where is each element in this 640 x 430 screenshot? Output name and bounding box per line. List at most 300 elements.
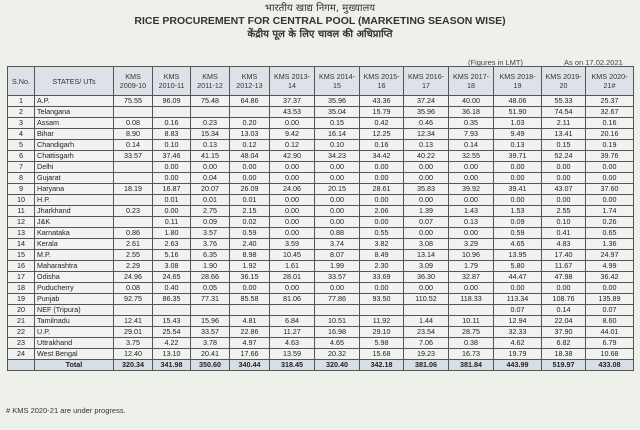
table-row bbox=[8, 162, 634, 173]
value-cell bbox=[114, 173, 153, 184]
value-cell: 51.90 bbox=[494, 107, 542, 118]
value-cell: 0.20 bbox=[230, 118, 270, 129]
value-cell: 0.00 bbox=[270, 162, 315, 173]
value-cell: 2.61 bbox=[114, 239, 153, 250]
value-cell: 0.00 bbox=[270, 173, 315, 184]
value-cell: 52.24 bbox=[542, 151, 586, 162]
value-cell: 0.00 bbox=[270, 228, 315, 239]
value-cell: 1.43 bbox=[449, 206, 494, 217]
value-cell: 0.00 bbox=[230, 283, 270, 294]
value-cell: 0.00 bbox=[360, 162, 404, 173]
value-cell: 15.96 bbox=[191, 316, 230, 327]
column-header: KMS 2015-16 bbox=[360, 67, 404, 96]
value-cell: 0.14 bbox=[449, 140, 494, 151]
table-row bbox=[8, 107, 634, 118]
value-cell: 0.01 bbox=[153, 195, 191, 206]
value-cell: 12.94 bbox=[494, 316, 542, 327]
value-cell: 0.14 bbox=[114, 140, 153, 151]
total-row bbox=[8, 360, 634, 371]
value-cell: 28.01 bbox=[270, 272, 315, 283]
table-row bbox=[8, 118, 634, 129]
value-cell: 39.76 bbox=[586, 151, 634, 162]
table-row bbox=[8, 96, 634, 107]
value-cell: 44.01 bbox=[586, 327, 634, 338]
value-cell: 7.93 bbox=[449, 129, 494, 140]
total-label: Total bbox=[35, 360, 114, 371]
state-name-cell: Chattisgarh bbox=[35, 151, 114, 162]
serial-number-cell: 2 bbox=[8, 107, 35, 118]
value-cell: 0.00 bbox=[315, 195, 360, 206]
value-cell: 0.26 bbox=[586, 217, 634, 228]
value-cell: 36.30 bbox=[404, 272, 449, 283]
value-cell: 10.96 bbox=[449, 250, 494, 261]
value-cell: 33.57 bbox=[191, 327, 230, 338]
value-cell: 0.13 bbox=[494, 140, 542, 151]
value-cell: 5.16 bbox=[153, 250, 191, 261]
value-cell: 0.00 bbox=[586, 173, 634, 184]
total-value-cell: 519.97 bbox=[542, 360, 586, 371]
value-cell: 11.92 bbox=[360, 316, 404, 327]
value-cell: 0.09 bbox=[191, 217, 230, 228]
state-name-cell: Puducherry bbox=[35, 283, 114, 294]
value-cell: 3.78 bbox=[191, 338, 230, 349]
state-name-cell: Delhi bbox=[35, 162, 114, 173]
value-cell: 4.65 bbox=[494, 239, 542, 250]
value-cell: 0.01 bbox=[230, 195, 270, 206]
value-cell: 0.00 bbox=[360, 195, 404, 206]
value-cell: 0.00 bbox=[494, 173, 542, 184]
value-cell: 110.52 bbox=[404, 294, 449, 305]
state-name-cell: West Bengal bbox=[35, 349, 114, 360]
value-cell: 34.42 bbox=[360, 151, 404, 162]
value-cell: 18.38 bbox=[542, 349, 586, 360]
state-name-cell: J&K bbox=[35, 217, 114, 228]
serial-number-cell: 10 bbox=[8, 195, 35, 206]
value-cell: 24.65 bbox=[153, 272, 191, 283]
value-cell: 13.41 bbox=[542, 129, 586, 140]
value-cell: 3.82 bbox=[360, 239, 404, 250]
value-cell: 0.00 bbox=[315, 283, 360, 294]
value-cell: 0.40 bbox=[153, 283, 191, 294]
value-cell: 0.00 bbox=[404, 283, 449, 294]
value-cell: 0.13 bbox=[449, 217, 494, 228]
value-cell: 33.57 bbox=[114, 151, 153, 162]
state-name-cell: M.P. bbox=[35, 250, 114, 261]
value-cell: 0.00 bbox=[360, 283, 404, 294]
table-row bbox=[8, 261, 634, 272]
table-row bbox=[8, 283, 634, 294]
value-cell: 1.92 bbox=[230, 261, 270, 272]
value-cell: 0.00 bbox=[230, 162, 270, 173]
value-cell: 28.66 bbox=[191, 272, 230, 283]
table-row bbox=[8, 294, 634, 305]
state-name-cell: Gujarat bbox=[35, 173, 114, 184]
value-cell: 48.04 bbox=[230, 151, 270, 162]
serial-number-cell: 21 bbox=[8, 316, 35, 327]
value-cell: 35.83 bbox=[404, 184, 449, 195]
value-cell: 8.98 bbox=[230, 250, 270, 261]
value-cell: 35.96 bbox=[315, 96, 360, 107]
value-cell: 0.00 bbox=[542, 283, 586, 294]
value-cell: 0.15 bbox=[315, 118, 360, 129]
value-cell: 55.33 bbox=[542, 96, 586, 107]
state-name-cell: Odisha bbox=[35, 272, 114, 283]
column-header: KMS 2011-12 bbox=[191, 67, 230, 96]
serial-number-cell: 22 bbox=[8, 327, 35, 338]
value-cell: 22.04 bbox=[542, 316, 586, 327]
value-cell: 85.58 bbox=[230, 294, 270, 305]
total-value-cell: 341.98 bbox=[153, 360, 191, 371]
value-cell: 4.63 bbox=[270, 338, 315, 349]
value-cell: 36.18 bbox=[449, 107, 494, 118]
value-cell: 93.50 bbox=[360, 294, 404, 305]
table-row bbox=[8, 173, 634, 184]
value-cell: 2.06 bbox=[360, 206, 404, 217]
total-blank-cell bbox=[8, 360, 35, 371]
value-cell bbox=[360, 305, 404, 316]
state-name-cell: Maharashtra bbox=[35, 261, 114, 272]
value-cell: 20.07 bbox=[191, 184, 230, 195]
serial-number-cell: 17 bbox=[8, 272, 35, 283]
value-cell: 0.00 bbox=[542, 162, 586, 173]
value-cell: 3.09 bbox=[404, 261, 449, 272]
value-cell bbox=[114, 195, 153, 206]
value-cell: 0.19 bbox=[586, 140, 634, 151]
state-name-cell: H.P. bbox=[35, 195, 114, 206]
value-cell: 23.54 bbox=[404, 327, 449, 338]
value-cell: 3.76 bbox=[191, 239, 230, 250]
value-cell: 74.54 bbox=[542, 107, 586, 118]
serial-number-cell: 7 bbox=[8, 162, 35, 173]
table-row bbox=[8, 338, 634, 349]
value-cell: 0.00 bbox=[360, 173, 404, 184]
value-cell: 24.96 bbox=[114, 272, 153, 283]
value-cell: 9.49 bbox=[494, 129, 542, 140]
value-cell: 0.00 bbox=[404, 228, 449, 239]
column-header: KMS 2009-10 bbox=[114, 67, 153, 96]
value-cell: 0.65 bbox=[586, 228, 634, 239]
value-cell: 6.82 bbox=[542, 338, 586, 349]
table-row bbox=[8, 305, 634, 316]
value-cell: 0.86 bbox=[114, 228, 153, 239]
value-cell: 0.00 bbox=[542, 173, 586, 184]
value-cell: 0.00 bbox=[270, 217, 315, 228]
hindi-subtitle: केंद्रीय पूल के लिए चावल की अधिप्राप्ति bbox=[247, 29, 393, 40]
column-header: KMS 2014-15 bbox=[315, 67, 360, 96]
value-cell: 20.15 bbox=[315, 184, 360, 195]
value-cell bbox=[114, 107, 153, 118]
value-cell: 16.14 bbox=[315, 129, 360, 140]
value-cell: 13.14 bbox=[404, 250, 449, 261]
column-header: KMS 2018-19 bbox=[494, 67, 542, 96]
value-cell: 1.36 bbox=[586, 239, 634, 250]
value-cell: 0.00 bbox=[542, 195, 586, 206]
value-cell: 34.23 bbox=[315, 151, 360, 162]
column-header: KMS 2019-20 bbox=[542, 67, 586, 96]
value-cell: 0.15 bbox=[542, 140, 586, 151]
serial-number-cell: 14 bbox=[8, 239, 35, 250]
value-cell bbox=[114, 162, 153, 173]
value-cell: 36.42 bbox=[586, 272, 634, 283]
value-cell: 2.63 bbox=[153, 239, 191, 250]
state-name-cell: Chandigarh bbox=[35, 140, 114, 151]
value-cell: 37.46 bbox=[153, 151, 191, 162]
column-header: KMS 2012-13 bbox=[230, 67, 270, 96]
value-cell: 32.67 bbox=[586, 107, 634, 118]
value-cell: 0.10 bbox=[315, 140, 360, 151]
value-cell: 11.27 bbox=[270, 327, 315, 338]
value-cell: 1.80 bbox=[153, 228, 191, 239]
value-cell: 28.61 bbox=[360, 184, 404, 195]
value-cell: 0.00 bbox=[230, 173, 270, 184]
value-cell: 108.76 bbox=[542, 294, 586, 305]
value-cell: 0.23 bbox=[191, 118, 230, 129]
units-note: (Figures in LMT) bbox=[468, 58, 524, 67]
value-cell: 0.00 bbox=[153, 162, 191, 173]
value-cell: 0.00 bbox=[270, 283, 315, 294]
column-header: S.No. bbox=[8, 67, 35, 96]
value-cell: 8.07 bbox=[315, 250, 360, 261]
value-cell: 0.00 bbox=[449, 195, 494, 206]
value-cell: 15.43 bbox=[153, 316, 191, 327]
value-cell: 8.60 bbox=[586, 316, 634, 327]
table-row bbox=[8, 250, 634, 261]
value-cell: 135.89 bbox=[586, 294, 634, 305]
value-cell: 0.00 bbox=[270, 206, 315, 217]
value-cell: 86.35 bbox=[153, 294, 191, 305]
serial-number-cell: 23 bbox=[8, 338, 35, 349]
value-cell: 0.00 bbox=[449, 228, 494, 239]
value-cell: 0.00 bbox=[315, 162, 360, 173]
value-cell: 41.15 bbox=[191, 151, 230, 162]
value-cell: 0.42 bbox=[360, 118, 404, 129]
value-cell: 20.41 bbox=[191, 349, 230, 360]
value-cell: 0.59 bbox=[494, 228, 542, 239]
table-row bbox=[8, 349, 634, 360]
value-cell bbox=[404, 305, 449, 316]
value-cell: 64.86 bbox=[230, 96, 270, 107]
total-value-cell: 320.40 bbox=[315, 360, 360, 371]
value-cell: 42.90 bbox=[270, 151, 315, 162]
value-cell bbox=[270, 305, 315, 316]
total-value-cell: 318.45 bbox=[270, 360, 315, 371]
value-cell: 0.00 bbox=[404, 162, 449, 173]
value-cell: 0.05 bbox=[191, 283, 230, 294]
value-cell: 22.86 bbox=[230, 327, 270, 338]
value-cell: 0.00 bbox=[494, 283, 542, 294]
serial-number-cell: 8 bbox=[8, 173, 35, 184]
state-name-cell: Kerala bbox=[35, 239, 114, 250]
value-cell: 19.79 bbox=[494, 349, 542, 360]
value-cell: 0.88 bbox=[315, 228, 360, 239]
table-row bbox=[8, 228, 634, 239]
total-value-cell: 342.18 bbox=[360, 360, 404, 371]
value-cell: 0.10 bbox=[542, 217, 586, 228]
value-cell: 0.00 bbox=[153, 206, 191, 217]
value-cell: 43.36 bbox=[360, 96, 404, 107]
value-cell: 118.33 bbox=[449, 294, 494, 305]
value-cell: 43.07 bbox=[542, 184, 586, 195]
value-cell: 2.55 bbox=[542, 206, 586, 217]
value-cell: 44.47 bbox=[494, 272, 542, 283]
column-header: KMS 2013-14 bbox=[270, 67, 315, 96]
value-cell: 4.81 bbox=[230, 316, 270, 327]
value-cell: 5.98 bbox=[360, 338, 404, 349]
value-cell: 12.41 bbox=[114, 316, 153, 327]
value-cell: 37.24 bbox=[404, 96, 449, 107]
value-cell: 24.97 bbox=[586, 250, 634, 261]
value-cell: 77.86 bbox=[315, 294, 360, 305]
table-row bbox=[8, 151, 634, 162]
value-cell: 0.16 bbox=[586, 118, 634, 129]
value-cell: 13.95 bbox=[494, 250, 542, 261]
column-header: KMS 2016-17 bbox=[404, 67, 449, 96]
table-row bbox=[8, 184, 634, 195]
value-cell: 39.92 bbox=[449, 184, 494, 195]
page-header bbox=[0, 2, 640, 41]
value-cell: 4.22 bbox=[153, 338, 191, 349]
header-row bbox=[8, 67, 634, 96]
value-cell: 5.80 bbox=[494, 261, 542, 272]
serial-number-cell: 19 bbox=[8, 294, 35, 305]
serial-number-cell: 13 bbox=[8, 228, 35, 239]
column-header: STATES/ UTs bbox=[35, 67, 114, 96]
value-cell: 6.84 bbox=[270, 316, 315, 327]
serial-number-cell: 11 bbox=[8, 206, 35, 217]
value-cell: 36.15 bbox=[230, 272, 270, 283]
value-cell: 32.87 bbox=[449, 272, 494, 283]
value-cell: 28.75 bbox=[449, 327, 494, 338]
value-cell: 3.29 bbox=[449, 239, 494, 250]
procurement-table bbox=[7, 66, 634, 371]
value-cell: 32.55 bbox=[449, 151, 494, 162]
value-cell: 47.98 bbox=[542, 272, 586, 283]
value-cell: 0.00 bbox=[449, 283, 494, 294]
value-cell: 37.90 bbox=[542, 327, 586, 338]
value-cell: 33.57 bbox=[315, 272, 360, 283]
total-value-cell: 320.34 bbox=[114, 360, 153, 371]
table-body bbox=[8, 96, 634, 371]
value-cell: 24.06 bbox=[270, 184, 315, 195]
table-row bbox=[8, 327, 634, 338]
value-cell: 0.01 bbox=[191, 195, 230, 206]
value-cell: 6.79 bbox=[586, 338, 634, 349]
serial-number-cell: 6 bbox=[8, 151, 35, 162]
value-cell: 0.13 bbox=[191, 140, 230, 151]
value-cell: 0.00 bbox=[586, 283, 634, 294]
value-cell: 8.90 bbox=[114, 129, 153, 140]
total-value-cell: 381.06 bbox=[404, 360, 449, 371]
value-cell: 9.42 bbox=[270, 129, 315, 140]
column-header: KMS 2017-18 bbox=[449, 67, 494, 96]
value-cell: 0.46 bbox=[404, 118, 449, 129]
value-cell: 0.10 bbox=[153, 140, 191, 151]
total-value-cell: 381.84 bbox=[449, 360, 494, 371]
value-cell: 0.04 bbox=[191, 173, 230, 184]
value-cell: 17.66 bbox=[230, 349, 270, 360]
value-cell: 1.03 bbox=[494, 118, 542, 129]
value-cell: 0.00 bbox=[494, 162, 542, 173]
value-cell bbox=[191, 305, 230, 316]
value-cell: 39.41 bbox=[494, 184, 542, 195]
state-name-cell: Tamilnadu bbox=[35, 316, 114, 327]
value-cell: 2.29 bbox=[114, 261, 153, 272]
serial-number-cell: 4 bbox=[8, 129, 35, 140]
state-name-cell: Assam bbox=[35, 118, 114, 129]
table-row bbox=[8, 206, 634, 217]
value-cell: 0.00 bbox=[315, 173, 360, 184]
value-cell: 4.65 bbox=[315, 338, 360, 349]
value-cell: 0.00 bbox=[315, 217, 360, 228]
value-cell: 4.97 bbox=[230, 338, 270, 349]
state-name-cell: Uttrakhand bbox=[35, 338, 114, 349]
value-cell: 3.57 bbox=[191, 228, 230, 239]
value-cell: 0.59 bbox=[230, 228, 270, 239]
value-cell: 0.02 bbox=[230, 217, 270, 228]
value-cell: 0.07 bbox=[494, 305, 542, 316]
value-cell: 15.79 bbox=[360, 107, 404, 118]
value-cell: 20.16 bbox=[586, 129, 634, 140]
value-cell: 77.31 bbox=[191, 294, 230, 305]
value-cell: 17.40 bbox=[542, 250, 586, 261]
value-cell: 33.69 bbox=[360, 272, 404, 283]
table-row bbox=[8, 129, 634, 140]
column-header: KMS 2020-21# bbox=[586, 67, 634, 96]
value-cell: 0.12 bbox=[230, 140, 270, 151]
value-cell: 0.00 bbox=[494, 195, 542, 206]
value-cell: 0.08 bbox=[114, 118, 153, 129]
value-cell: 3.74 bbox=[315, 239, 360, 250]
state-name-cell: Bihar bbox=[35, 129, 114, 140]
value-cell: 0.16 bbox=[360, 140, 404, 151]
value-cell bbox=[153, 107, 191, 118]
serial-number-cell: 5 bbox=[8, 140, 35, 151]
value-cell: 3.08 bbox=[404, 239, 449, 250]
value-cell: 1.61 bbox=[270, 261, 315, 272]
value-cell: 2.11 bbox=[542, 118, 586, 129]
table-row bbox=[8, 316, 634, 327]
column-header: KMS 2010-11 bbox=[153, 67, 191, 96]
value-cell: 16.98 bbox=[315, 327, 360, 338]
serial-number-cell: 9 bbox=[8, 184, 35, 195]
table-row bbox=[8, 195, 634, 206]
value-cell: 1.79 bbox=[449, 261, 494, 272]
serial-number-cell: 24 bbox=[8, 349, 35, 360]
value-cell: 2.75 bbox=[191, 206, 230, 217]
hindi-title: भारतीय खाद्य निगम, मुख्यालय bbox=[264, 3, 376, 14]
value-cell: 4.83 bbox=[542, 239, 586, 250]
value-cell: 4.62 bbox=[494, 338, 542, 349]
value-cell: 0.11 bbox=[153, 217, 191, 228]
value-cell: 0.00 bbox=[191, 162, 230, 173]
value-cell: 10.51 bbox=[315, 316, 360, 327]
value-cell: 96.09 bbox=[153, 96, 191, 107]
total-value-cell: 340.44 bbox=[230, 360, 270, 371]
value-cell: 7.06 bbox=[404, 338, 449, 349]
value-cell: 37.37 bbox=[270, 96, 315, 107]
footnote: # KMS 2020-21 are under progress. bbox=[6, 406, 126, 415]
value-cell: 81.06 bbox=[270, 294, 315, 305]
value-cell: 75.48 bbox=[191, 96, 230, 107]
value-cell bbox=[230, 107, 270, 118]
state-name-cell: Karnataka bbox=[35, 228, 114, 239]
table-row bbox=[8, 140, 634, 151]
value-cell: 12.25 bbox=[360, 129, 404, 140]
value-cell: 2.15 bbox=[230, 206, 270, 217]
value-cell: 29.01 bbox=[114, 327, 153, 338]
value-cell: 2.40 bbox=[230, 239, 270, 250]
serial-number-cell: 3 bbox=[8, 118, 35, 129]
